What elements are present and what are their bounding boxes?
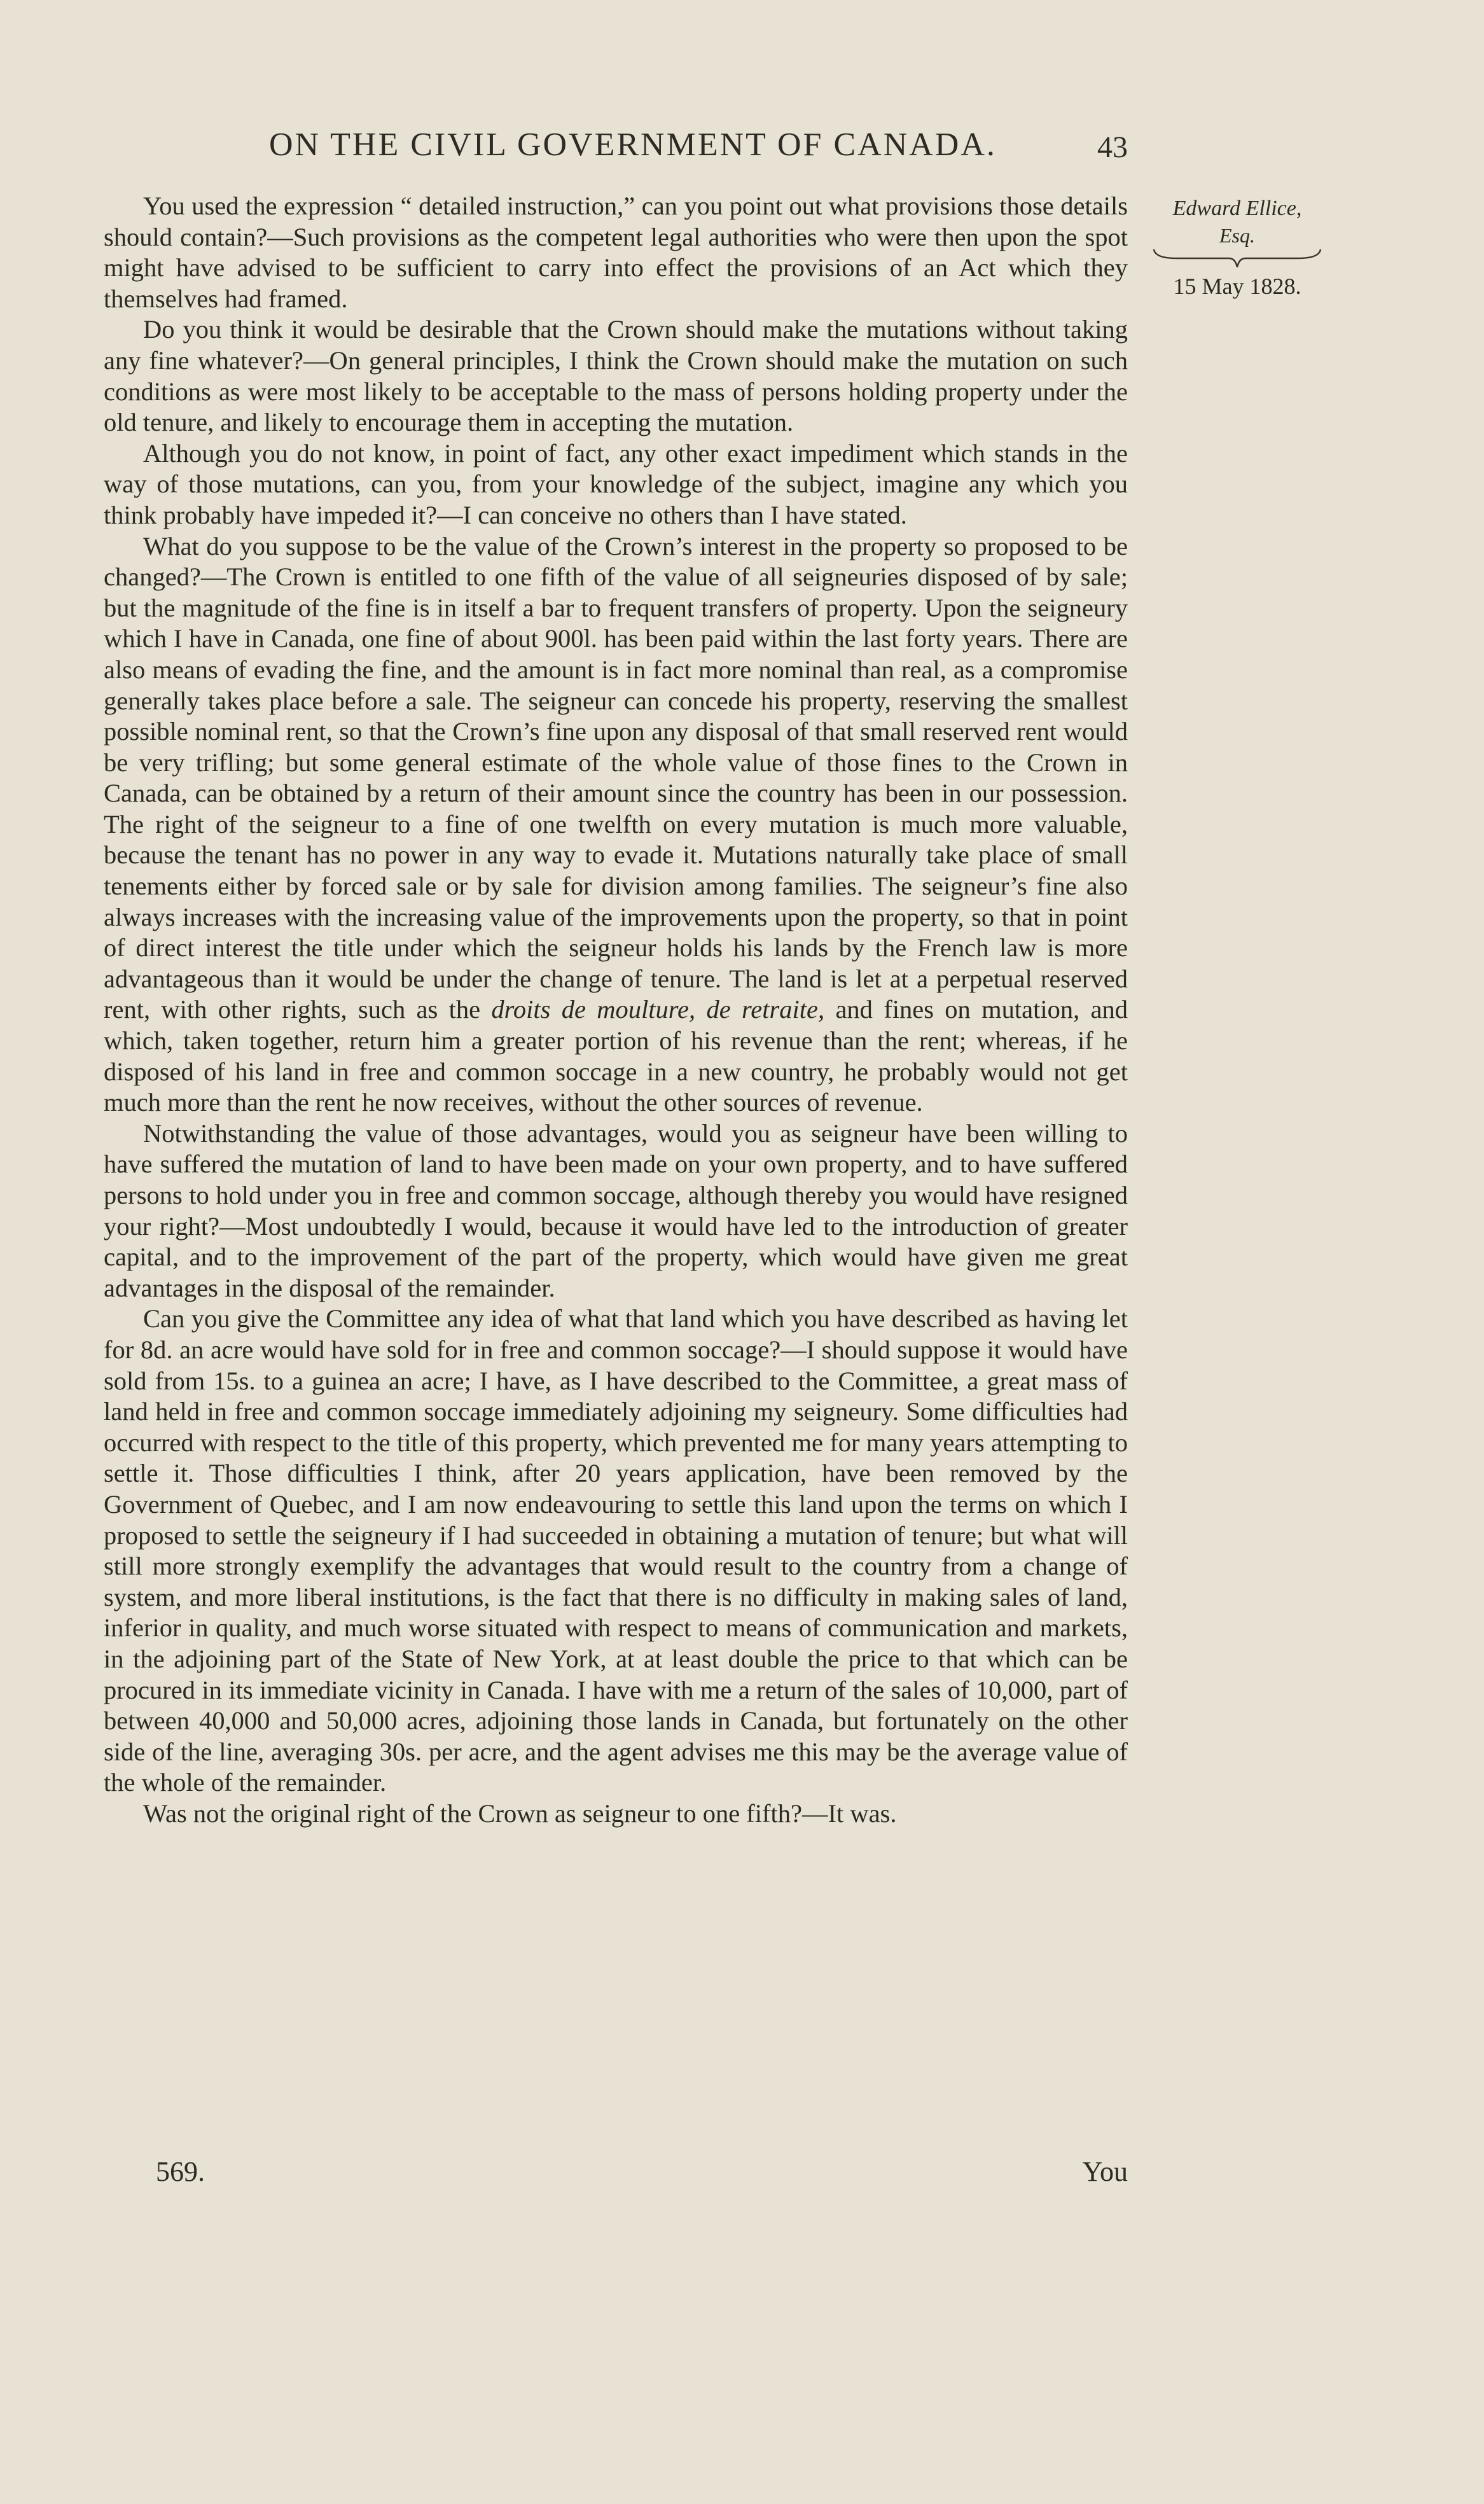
paragraph-detailed-instruction: You used the expression “ detailed instruction,” can you point out what provisions those details should contain?—Such provisions as the competent legal authorities who were then upon the spot might have advised to be sufficient to carry into effect the provisions of an Act which they themselves had framed. <box>104 191 1128 313</box>
paragraph-mutations-without-fine: Do you think it would be desirable that the Crown should make the mutations without taking any fine whatever?—On general principles, I think the Crown should make the mutation on such conditions as were most likely to be acceptable to the mass of persons holding property under the old tenure, and likely to encourage them in accepting the mutation. <box>104 315 1128 437</box>
signature-mark: 569. <box>156 2156 205 2187</box>
italic-terms: droits de moulture, de retraite, <box>491 995 825 1024</box>
witness-name: Edward Ellice, <box>1172 197 1302 220</box>
witness-suffix: Esq. <box>1219 224 1255 247</box>
testimony-date: 15 May 1828. <box>1173 274 1301 299</box>
crown-interest-text: What do you suppose to be the value of the Crown’s interest in the property so proposed to be changed?—The Crown is entitled to one fifth of the value of all seigneuries disposed of by sale; but the magnitude of the fine is in itself a bar to frequent transfers of property. Upon the seigneury which I have in Canada, one fine of about 900l. has been paid within the last forty years. There are also means of evading the fine, and the amount is in fact more nominal than real, as a compromise generally takes place before a sale. The seigneur can concede his property, reserving the smallest possible nominal rent, so that the Crown’s fine upon any disposal of that small reserved rent would be very trifling; but some general estimate of the whole value of those fines to the Crown in Canada, can be obtained by a return of their amount since the country has been in our possession. The right of the seigneur to a fine of one twelfth on every mutation is much more valuable, because the tenant has no power in any way to evade it. Mutations naturally take place of small tenements either by forced sale or by sale for division among families. The seigneur’s fine also always increases with the increasing value of the improvements upon the property, so that in point of direct interest the title under which the seigneur holds his lands by the French law is more advantageous than it would be under the change of tenure. The land is let at a perpetual reserved rent, with other rights, such as the <box>104 531 1128 1024</box>
paragraph-seigneur-willing: Notwithstanding the value of those advantages, would you as seigneur have been willing to have suffered the mutation of land to have been made on your own property, and to have suffered persons to hold under you in free and common soccage, although thereby you would have resigned your right?—Most undoubtedly I would, because it would have led to the introduction of greater capital, and to the improvement of the part of the property, which would have given me great advantages in the disposal of the remainder. <box>104 1118 1128 1302</box>
paragraph-land-value: Can you give the Committee any idea of what that land which you have described as having let for 8d. an acre would have sold for in free and common soccage?—I should suppose it would have sold from 15s. to a guinea an acre; I have, as I have described to the Committee, a great mass of land held in free and common soccage immediately adjoining my seigneury. Some difficulties had occurred with respect to the title of this property, which prevented me for many years attempting to settle it. Those difficulties I think, after 20 years application, have been removed by the Government of Quebec, and I am now endeavouring to settle this land upon the terms on which I proposed to settle the seigneury if I had succeeded in obtaining a mutation of tenure; but what will still more strongly exemplify the advantages that would result to the country from a change of system, and more liberal institutions, is the fact that there is no difficulty in making sales of land, inferior in quality, and much worse situated with respect to means of communication and markets, in the adjoining part of the State of New York, at at least double the price to that which can be procured in its immediate vicinity in Canada. I have with me a return of the sales of 10,000, part of between 40,000 and 50,000 acres, adjoining those lands in Canada, but fortunately on the other side of the line, averaging 30s. per acre, and the agent advises me this may be the average value of the whole of the remainder. <box>104 1304 1128 1797</box>
crown-interest-text-end: and fines on mutation, and which, taken together, return him a greater portion of his revenue than the rent; whereas, if he disposed of his land in free and common soccage in a new country, he probably would not get much more than the rent he now receives, without the other sources of revenue. <box>104 995 1128 1117</box>
testimony-text <box>104 191 1128 1829</box>
paragraph-crown-interest <box>104 531 1128 1118</box>
brace-icon <box>1151 248 1323 270</box>
page-footer <box>104 2155 1128 2194</box>
witness-margin-note <box>1151 195 1323 300</box>
running-title: ON THE CIVIL GOVERNMENT OF CANADA. <box>269 127 997 163</box>
page-header <box>104 126 1128 170</box>
page-number: 43 <box>1097 130 1128 164</box>
paragraph-other-impediment: Although you do not know, in point of fact, any other exact impediment which stands in the way of those mutations, can you, from your knowledge of the subject, imagine any which you think probably have impeded it?—I can conceive no others than I have stated. <box>104 438 1128 529</box>
catchword: You <box>1082 2156 1128 2187</box>
paragraph-original-right: Was not the original right of the Crown as seigneur to one fifth?—It was. <box>143 1798 897 1828</box>
